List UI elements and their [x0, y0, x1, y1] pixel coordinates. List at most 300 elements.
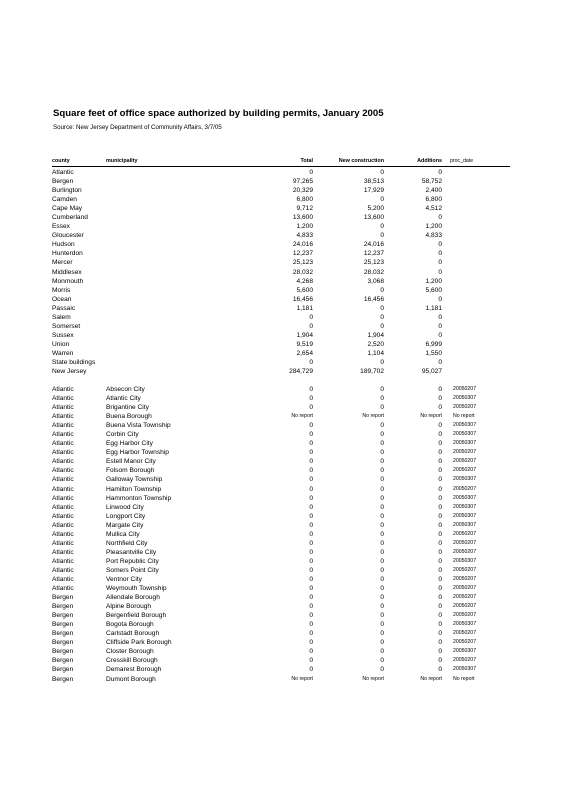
additions-cell: 0 — [438, 648, 442, 656]
table-row — [52, 475, 512, 484]
summary-row — [52, 340, 512, 349]
county-cell: Bergen — [52, 612, 74, 620]
new-construction-cell: 0 — [380, 639, 384, 647]
additions-cell: 0 — [438, 295, 442, 303]
summary-row — [52, 258, 512, 267]
additions-cell: 0 — [438, 585, 442, 593]
additions-cell: 0 — [438, 621, 442, 629]
county-cell: Essex — [52, 223, 70, 231]
county-cell: Hudson — [52, 241, 75, 249]
county-cell: Bergen — [52, 603, 74, 611]
additions-cell: 6,999 — [425, 340, 442, 348]
municipality-cell: Buena Borough — [106, 413, 152, 421]
additions-cell: No report — [420, 675, 442, 682]
table-row — [52, 539, 512, 548]
county-cell: Atlantic — [52, 467, 74, 475]
table-row — [52, 593, 512, 602]
additions-cell: 2,400 — [425, 187, 442, 195]
additions-cell: 0 — [438, 214, 442, 222]
summary-row — [52, 349, 512, 358]
header-row — [52, 157, 512, 166]
new-construction-cell: 3,068 — [367, 277, 384, 285]
municipality-cell: Folsom Borough — [106, 467, 155, 475]
table-row — [52, 503, 512, 512]
additions-cell: 0 — [438, 548, 442, 556]
new-construction-cell: 1,104 — [367, 349, 384, 357]
summary-row — [52, 177, 512, 186]
table-row — [52, 394, 512, 403]
additions-cell: 0 — [438, 494, 442, 502]
county-cell: Atlantic — [52, 404, 74, 412]
total-cell: 13,600 — [292, 214, 313, 222]
table-row — [52, 521, 512, 530]
new-construction-cell: 0 — [380, 169, 384, 176]
total-cell: 9,712 — [296, 205, 313, 213]
new-construction-cell: 0 — [380, 467, 384, 475]
municipality-cell: Cliffside Park Borough — [106, 639, 172, 647]
new-construction-cell: 12,237 — [363, 250, 384, 258]
summary-row — [52, 358, 512, 367]
municipality-cell: Margate City — [106, 521, 144, 529]
municipality-cell: Buena Vista Township — [106, 422, 171, 430]
additions-cell: 0 — [438, 467, 442, 475]
new-construction-cell: 16,456 — [363, 295, 384, 303]
municipality-cell: Port Republic City — [106, 557, 159, 565]
summary-row — [52, 286, 512, 295]
table-row — [52, 647, 512, 656]
total-cell: 16,456 — [292, 295, 313, 303]
new-construction-cell: 189,702 — [360, 368, 384, 376]
county-cell: Ocean — [52, 295, 72, 303]
proc-date-cell: 20050207 — [453, 657, 477, 664]
additions-cell: 0 — [438, 612, 442, 620]
additions-cell: 1,200 — [425, 223, 442, 231]
county-cell: Atlantic — [52, 431, 74, 439]
proc-date-cell: 20050207 — [453, 566, 477, 573]
proc-date-cell: 20050307 — [453, 422, 477, 429]
municipality-cell: Alpine Borough — [106, 603, 152, 611]
proc-date-cell: 20050307 — [453, 503, 477, 510]
additions-cell: 0 — [438, 422, 442, 430]
additions-cell: 0 — [438, 666, 442, 674]
additions-cell: 0 — [438, 539, 442, 547]
new-construction-cell: 0 — [380, 512, 384, 520]
municipality-cell: Dumont Borough — [106, 675, 156, 683]
county-cell: Atlantic — [52, 539, 74, 547]
proc-date-cell: 20050207 — [453, 404, 477, 411]
summary-row — [52, 295, 512, 304]
new-construction-cell: 0 — [380, 313, 384, 321]
total-cell: 20,329 — [292, 187, 313, 195]
new-construction-cell: 0 — [380, 503, 384, 511]
new-construction-cell: 24,016 — [363, 241, 384, 249]
county-cell: Atlantic — [52, 575, 74, 583]
table-header — [52, 157, 512, 166]
municipality-cell: Carlstadt Borough — [106, 630, 160, 638]
table-row — [52, 629, 512, 638]
county-cell: Bergen — [52, 178, 74, 186]
county-cell: Gloucester — [52, 232, 84, 240]
municipality-cell: Weymouth Township — [106, 585, 167, 593]
total-cell: 4,268 — [296, 277, 313, 285]
header-additions: Additions — [417, 158, 442, 164]
total-cell: 0 — [309, 485, 313, 493]
total-cell: 25,123 — [292, 259, 313, 267]
additions-cell: 0 — [438, 358, 442, 366]
total-cell: 24,016 — [292, 241, 313, 249]
additions-cell: 0 — [438, 566, 442, 574]
table-row — [52, 557, 512, 566]
county-cell: Bergen — [52, 648, 74, 656]
municipality-cell: Demarest Borough — [106, 666, 162, 674]
new-construction-cell: 0 — [380, 657, 384, 665]
proc-date-cell: 20050307 — [453, 512, 477, 519]
table-row — [52, 430, 512, 439]
proc-date-cell: 20050307 — [453, 440, 477, 447]
additions-cell: 0 — [438, 250, 442, 258]
additions-cell: 0 — [438, 530, 442, 538]
new-construction-cell: 0 — [380, 440, 384, 448]
county-cell: Salem — [52, 313, 71, 321]
summary-row — [52, 322, 512, 331]
new-construction-cell: 2,520 — [367, 340, 384, 348]
table-row — [52, 575, 512, 584]
county-cell: Atlantic — [52, 512, 74, 520]
summary-row — [52, 249, 512, 258]
total-cell: 0 — [309, 169, 313, 176]
table-row — [52, 439, 512, 448]
new-construction-cell: 0 — [380, 666, 384, 674]
additions-cell: 0 — [438, 268, 442, 276]
county-cell: Atlantic — [52, 494, 74, 502]
new-construction-cell: 0 — [380, 304, 384, 312]
total-cell: 1,904 — [296, 331, 313, 339]
additions-cell: 0 — [438, 331, 442, 339]
municipality-cell: Longport City — [106, 512, 146, 520]
total-cell: 0 — [309, 603, 313, 611]
new-construction-cell: 5,200 — [367, 205, 384, 213]
new-construction-cell: 0 — [380, 449, 384, 457]
county-cell: Atlantic — [52, 476, 74, 484]
total-cell: 0 — [309, 422, 313, 430]
table-row — [52, 656, 512, 665]
header-total: Total — [300, 158, 313, 164]
total-cell: 0 — [309, 657, 313, 665]
additions-cell: 0 — [438, 404, 442, 412]
county-cell: New Jersey — [52, 368, 87, 376]
proc-date-cell: 20050207 — [453, 449, 477, 456]
new-construction-cell: 0 — [380, 557, 384, 565]
total-cell: 0 — [309, 494, 313, 502]
table-row — [52, 385, 512, 394]
proc-date-cell: 20050307 — [453, 494, 477, 501]
additions-cell: 0 — [438, 431, 442, 439]
county-cell: Bergen — [52, 675, 74, 683]
county-cell: Atlantic — [52, 422, 74, 430]
new-construction-cell: 0 — [380, 395, 384, 403]
summary-row — [52, 304, 512, 313]
table-row — [52, 403, 512, 412]
municipality-cell: Bogota Borough — [106, 621, 154, 629]
table-row — [52, 675, 512, 684]
county-cell: Bergen — [52, 630, 74, 638]
total-cell: 9,519 — [296, 340, 313, 348]
table-row — [52, 512, 512, 521]
total-cell: 0 — [309, 358, 313, 366]
municipality-cell: Linwood City — [106, 503, 144, 511]
total-cell: 0 — [309, 503, 313, 511]
county-cell: Mercer — [52, 259, 73, 267]
municipality-cell: Corbin City — [106, 431, 139, 439]
additions-cell: 58,752 — [421, 178, 442, 186]
summary-row — [52, 195, 512, 204]
total-cell: 0 — [309, 440, 313, 448]
total-cell: 0 — [309, 585, 313, 593]
total-cell: 284,729 — [289, 368, 313, 376]
total-cell: 1,200 — [296, 223, 313, 231]
proc-date-cell: 20050307 — [453, 395, 477, 402]
county-cell: Union — [52, 340, 70, 348]
municipality-cell: Brigantine City — [106, 404, 149, 412]
municipality-cell: Estell Manor City — [106, 458, 156, 466]
total-cell: 0 — [309, 449, 313, 457]
county-cell: Atlantic — [52, 395, 74, 403]
summary-row — [52, 204, 512, 213]
proc-date-cell: 20050207 — [453, 548, 477, 555]
additions-cell: 0 — [438, 169, 442, 176]
county-cell: Atlantic — [52, 440, 74, 448]
new-construction-cell: 0 — [380, 476, 384, 484]
additions-cell: No report — [420, 413, 442, 420]
additions-cell: 1,550 — [425, 349, 442, 357]
total-cell: 0 — [309, 666, 313, 674]
total-cell: 0 — [309, 566, 313, 574]
additions-cell: 0 — [438, 322, 442, 330]
county-cell: Warren — [52, 349, 74, 357]
summary-row — [52, 268, 512, 277]
table-row — [52, 494, 512, 503]
additions-cell: 95,027 — [421, 368, 442, 376]
total-cell: 0 — [309, 521, 313, 529]
municipality-cell: Cresskill Borough — [106, 657, 158, 665]
county-cell: Bergen — [52, 621, 74, 629]
county-cell: Atlantic — [52, 557, 74, 565]
summary-row — [52, 367, 512, 376]
new-construction-cell: 38,513 — [363, 178, 384, 186]
table-row — [52, 620, 512, 629]
total-cell: No report — [291, 675, 313, 682]
new-construction-cell: 0 — [380, 566, 384, 574]
county-cell: Cumberland — [52, 214, 88, 222]
county-cell: Bergen — [52, 657, 74, 665]
total-cell: 97,265 — [292, 178, 313, 186]
total-cell: 0 — [309, 530, 313, 538]
total-cell: 0 — [309, 557, 313, 565]
total-cell: 0 — [309, 512, 313, 520]
total-cell: 0 — [309, 539, 313, 547]
total-cell: 2,654 — [296, 349, 313, 357]
county-cell: Bergen — [52, 666, 74, 674]
new-construction-cell: 0 — [380, 485, 384, 493]
new-construction-cell: No report — [362, 675, 384, 682]
total-cell: 12,237 — [292, 250, 313, 258]
proc-date-cell: 20050307 — [453, 557, 477, 564]
new-construction-cell: 0 — [380, 630, 384, 638]
county-cell: Burlington — [52, 187, 82, 195]
proc-date-cell: 20050207 — [453, 530, 477, 537]
table-row — [52, 584, 512, 593]
additions-cell: 0 — [438, 521, 442, 529]
header-new-construction: New construction — [338, 158, 384, 164]
municipality-cell: Galloway Township — [106, 476, 163, 484]
new-construction-cell: 0 — [380, 422, 384, 430]
county-cell: Bergen — [52, 594, 74, 602]
total-cell: 0 — [309, 639, 313, 647]
proc-date-cell: 20050207 — [453, 467, 477, 474]
header-municipality: municipality — [106, 158, 138, 164]
proc-date-cell: 20050207 — [453, 575, 477, 582]
new-construction-cell: 0 — [380, 530, 384, 538]
summary-row — [52, 213, 512, 222]
table-row — [52, 457, 512, 466]
municipality-cell: Pleasantville City — [106, 548, 157, 556]
proc-date-cell: 20050307 — [453, 521, 477, 528]
total-cell: 0 — [309, 621, 313, 629]
additions-cell: 0 — [438, 449, 442, 457]
county-cell: Atlantic — [52, 548, 74, 556]
proc-date-cell: 20050207 — [453, 612, 477, 619]
total-cell: No report — [291, 413, 313, 420]
total-cell: 28,032 — [292, 268, 313, 276]
additions-cell: 0 — [438, 630, 442, 638]
additions-cell: 0 — [438, 503, 442, 511]
additions-cell: 0 — [438, 241, 442, 249]
total-cell: 0 — [309, 467, 313, 475]
new-construction-cell: 0 — [380, 585, 384, 593]
county-cell: Atlantic — [52, 503, 74, 511]
county-cell: Cape May — [52, 205, 83, 213]
new-construction-cell: 13,600 — [363, 214, 384, 222]
additions-cell: 0 — [438, 386, 442, 393]
additions-cell: 0 — [438, 657, 442, 665]
additions-cell: 0 — [438, 557, 442, 565]
table-row — [52, 665, 512, 674]
new-construction-cell: 0 — [380, 612, 384, 620]
summary-row — [52, 222, 512, 231]
county-cell: Atlantic — [52, 449, 74, 457]
municipality-cell: Mullica City — [106, 530, 140, 538]
table-row — [52, 485, 512, 494]
table-row — [52, 638, 512, 647]
document-title: Square feet of office space authorized by building permits, January 2005 — [53, 108, 384, 119]
county-cell: Atlantic — [52, 413, 74, 421]
county-summary-table — [52, 168, 512, 376]
new-construction-cell: 0 — [380, 548, 384, 556]
new-construction-cell: 17,929 — [363, 187, 384, 195]
municipality-cell: Atlantic City — [106, 395, 141, 403]
total-cell: 0 — [309, 612, 313, 620]
additions-cell: 1,181 — [425, 304, 442, 312]
new-construction-cell: 0 — [380, 232, 384, 240]
county-cell: Somerset — [52, 322, 81, 330]
table-row — [52, 566, 512, 575]
new-construction-cell: 0 — [380, 322, 384, 330]
new-construction-cell: 0 — [380, 404, 384, 412]
summary-row — [52, 231, 512, 240]
additions-cell: 0 — [438, 395, 442, 403]
new-construction-cell: 25,123 — [363, 259, 384, 267]
table-row — [52, 611, 512, 620]
additions-cell: 0 — [438, 259, 442, 267]
proc-date-cell: 20050307 — [453, 431, 477, 438]
county-cell: State buildings — [52, 358, 96, 366]
summary-row — [52, 168, 512, 177]
additions-cell: 6,800 — [425, 196, 442, 204]
proc-date-cell: 20050307 — [453, 621, 477, 628]
proc-date-cell: 20050207 — [453, 458, 477, 465]
table-row — [52, 602, 512, 611]
new-construction-cell: 0 — [380, 223, 384, 231]
total-cell: 0 — [309, 476, 313, 484]
municipality-cell: Absecon City — [106, 386, 145, 393]
header-county: county — [52, 158, 70, 164]
total-cell: 0 — [309, 404, 313, 412]
new-construction-cell: 0 — [380, 575, 384, 583]
total-cell: 5,600 — [296, 286, 313, 294]
new-construction-cell: 0 — [380, 539, 384, 547]
summary-row — [52, 277, 512, 286]
proc-date-cell: 20050207 — [453, 539, 477, 546]
proc-date-cell: No report — [453, 413, 475, 420]
table-row — [52, 466, 512, 475]
total-cell: 0 — [309, 548, 313, 556]
new-construction-cell: 0 — [380, 386, 384, 393]
county-cell: Middlesex — [52, 268, 82, 276]
additions-cell: 0 — [438, 458, 442, 466]
additions-cell: 0 — [438, 476, 442, 484]
total-cell: 1,181 — [296, 304, 313, 312]
municipality-cell: Hammonton Township — [106, 494, 172, 502]
header-proc-date: proc_date — [450, 158, 474, 164]
additions-cell: 0 — [438, 512, 442, 520]
new-construction-cell: 1,904 — [367, 331, 384, 339]
summary-row — [52, 240, 512, 249]
new-construction-cell: 0 — [380, 594, 384, 602]
summary-row — [52, 331, 512, 340]
new-construction-cell: 0 — [380, 603, 384, 611]
county-cell: Camden — [52, 196, 77, 204]
new-construction-cell: 0 — [380, 648, 384, 656]
county-cell: Monmouth — [52, 277, 84, 285]
proc-date-cell: 20050207 — [453, 603, 477, 610]
county-cell: Atlantic — [52, 585, 74, 593]
municipality-cell: Egg Harbor City — [106, 440, 153, 448]
municipality-cell: Northfield City — [106, 539, 148, 547]
municipality-cell: Somers Point City — [106, 566, 159, 574]
additions-cell: 0 — [438, 594, 442, 602]
total-cell: 0 — [309, 594, 313, 602]
county-cell: Atlantic — [52, 521, 74, 529]
county-cell: Morris — [52, 286, 71, 294]
proc-date-cell: 20050207 — [453, 630, 477, 637]
new-construction-cell: 0 — [380, 621, 384, 629]
total-cell: 0 — [309, 431, 313, 439]
county-cell: Passaic — [52, 304, 76, 312]
header-rule — [52, 166, 510, 167]
new-construction-cell: 0 — [380, 494, 384, 502]
proc-date-cell: 20050307 — [453, 476, 477, 483]
additions-cell: 4,512 — [425, 205, 442, 213]
